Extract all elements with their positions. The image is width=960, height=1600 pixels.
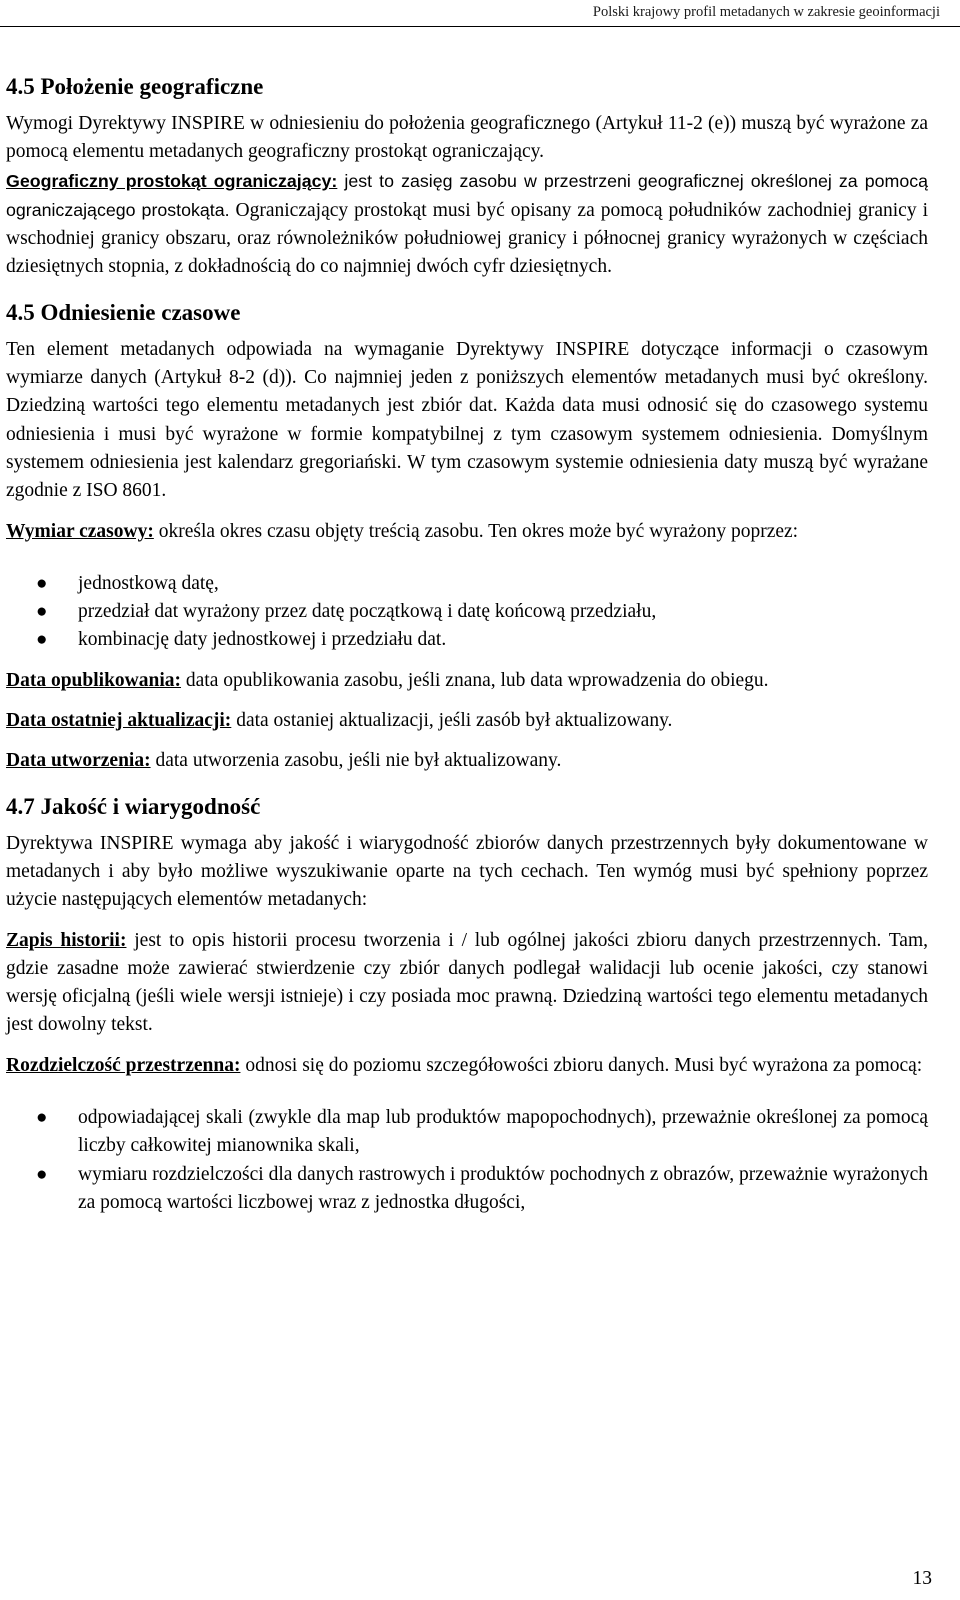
list-item: ● kombinację daty jednostkowej i przedziału dat. bbox=[6, 626, 928, 654]
list-item: ● odpowiadającej skali (zwykle dla map lub produktów mapopochodnych), przeważnie określonej za pomocą liczby całkowitej mianownika skali, bbox=[6, 1104, 928, 1161]
publication-date-paragraph bbox=[6, 667, 928, 695]
temporal-extent-term: Wymiar czasowy: bbox=[6, 520, 154, 542]
bbox-definition: jest to zasięg zasobu w przestrzeni geograficznej określonej za pomocą ograniczającego prostokąta. bbox=[6, 170, 928, 220]
resolution-term: Rozdzielczość przestrzenna: bbox=[6, 1054, 241, 1076]
page-number: 13 bbox=[912, 1568, 932, 1589]
creation-date-term: Data utworzenia: bbox=[6, 750, 151, 772]
bbox-paragraph bbox=[6, 167, 928, 282]
creation-date-definition: data utworzenia zasobu, jeśli nie był aktualizowany. bbox=[150, 750, 562, 772]
quality-intro: Dyrektywa INSPIRE wymaga aby jakość i wiarygodność zbiorów danych przestrzennych były dokumentowane w metadanych i aby było możliwe wyszukiwanie oparte na tych cechach. Ten wymóg musi być spełniony poprzez użycie następujących elementów metadanych: bbox=[6, 832, 928, 911]
time-intro-a: Ten element metadanych odpowiada na wymaganie Dyrektywy INSPIRE dotyczące informacji o czasowym wymiarze danych (Artykuł 8-2 (d)). bbox=[6, 338, 928, 389]
page-content bbox=[6, 72, 928, 1217]
bbox-term: Geograficzny prostokąt ograniczający: bbox=[6, 170, 338, 191]
running-header: Polski krajowy profil metadanych w zakresie geoinformacji bbox=[592, 4, 940, 20]
resolution-list bbox=[6, 1104, 928, 1217]
bullet-icon: ● bbox=[36, 572, 48, 594]
temporal-extent-list bbox=[6, 570, 928, 655]
list-item: ● wymiaru rozdzielczości dla danych rastrowych i produktów pochodnych z obrazów, przeważnie wyrażonych za pomocą wartości liczbowej wraz z jednostka długości, bbox=[6, 1161, 928, 1218]
temporal-extent-paragraph bbox=[6, 518, 928, 546]
creation-date-paragraph bbox=[6, 747, 928, 775]
section-heading-time: 4.5 Odniesienie czasowe bbox=[6, 299, 241, 325]
resolution-definition: odnosi się do poziomu szczegółowości zbioru danych. Musi być wyrażona za pomocą: bbox=[240, 1054, 923, 1076]
time-intro-b: Co najmniej jeden z poniższych elementów metadanych musi być określony. Dziedziną wartości tego elementu metadanych jest zbiór dat. bbox=[6, 367, 928, 417]
list-item: ● przedział dat wyrażony przez datę początkową i datę końcową przedziału, bbox=[6, 598, 928, 626]
revision-date-term: Data ostatniej aktualizacji: bbox=[6, 710, 232, 732]
section-heading-location: 4.5 Położenie geograficzne bbox=[6, 74, 264, 99]
publication-date-definition: data opublikowania zasobu, jeśli znana, lub data wprowadzenia do obiegu. bbox=[181, 669, 769, 691]
location-intro: Wymogi Dyrektywy INSPIRE w odniesieniu do położenia geograficznego (Artykuł 11-2 (e)) muszą być wyrażone za pomocą elementu metadanych geograficzny prostokąt ograniczający. bbox=[6, 113, 928, 163]
lineage-paragraph bbox=[6, 927, 928, 1040]
bullet-icon: ● bbox=[36, 629, 48, 651]
bullet-icon: ● bbox=[36, 1107, 48, 1129]
lineage-definition: jest to opis historii procesu tworzenia i / lub ogólnej jakości zbioru danych przestrzennych. Tam, gdzie zasadne może zawierać stwierdzenie czy zbiór danych podlegał walidacji lub ocenie jakości, czy stanowi wersję oficjalną (jeśli wiele wersji istnieje) i czy posiada moc prawną. Dziedziną wartości tego elementu metadanych jest dowolny tekst. bbox=[6, 929, 929, 1036]
publication-date-term: Data opublikowania: bbox=[6, 669, 182, 691]
bbox-requirement: Ograniczający prostokąt musi być opisany za pomocą południków zachodniej granicy i wschodniej granicy obszaru, oraz równoleżników południowej granicy i północnej granicy wyrażonych w częściach dziesiętnych stopnia, z dokładnością do co najmniej dwóch cyfr dziesiętnych. bbox=[6, 199, 928, 278]
section-heading-quality: 4.7 Jakość i wiarygodność bbox=[6, 793, 261, 819]
resolution-paragraph bbox=[6, 1052, 928, 1080]
header-rule bbox=[0, 26, 960, 27]
time-intro bbox=[6, 336, 928, 506]
time-intro-c: Każda data musi odnosić się do czasowego systemu odniesienia i musi być wyrażone w formie kompatybilnej z tym czasowym systemem odniesienia. Domyślnym systemem odniesienia jest kalendarz gregoriański. W tym czasowym systemie odniesienia daty muszą być wyrażane zgodnie z ISO 8601. bbox=[6, 395, 928, 502]
revision-date-paragraph bbox=[6, 707, 928, 735]
temporal-extent-definition: określa okres czasu objęty treścią zasobu. Ten okres może być wyrażony poprzez: bbox=[153, 520, 799, 542]
lineage-term: Zapis historii: bbox=[6, 929, 127, 951]
revision-date-definition: data ostaniej aktualizacji, jeśli zasób był aktualizowany. bbox=[231, 710, 673, 732]
bullet-icon: ● bbox=[36, 601, 48, 623]
list-item: ● jednostkową datę, bbox=[6, 570, 928, 598]
bullet-icon: ● bbox=[36, 1163, 48, 1185]
